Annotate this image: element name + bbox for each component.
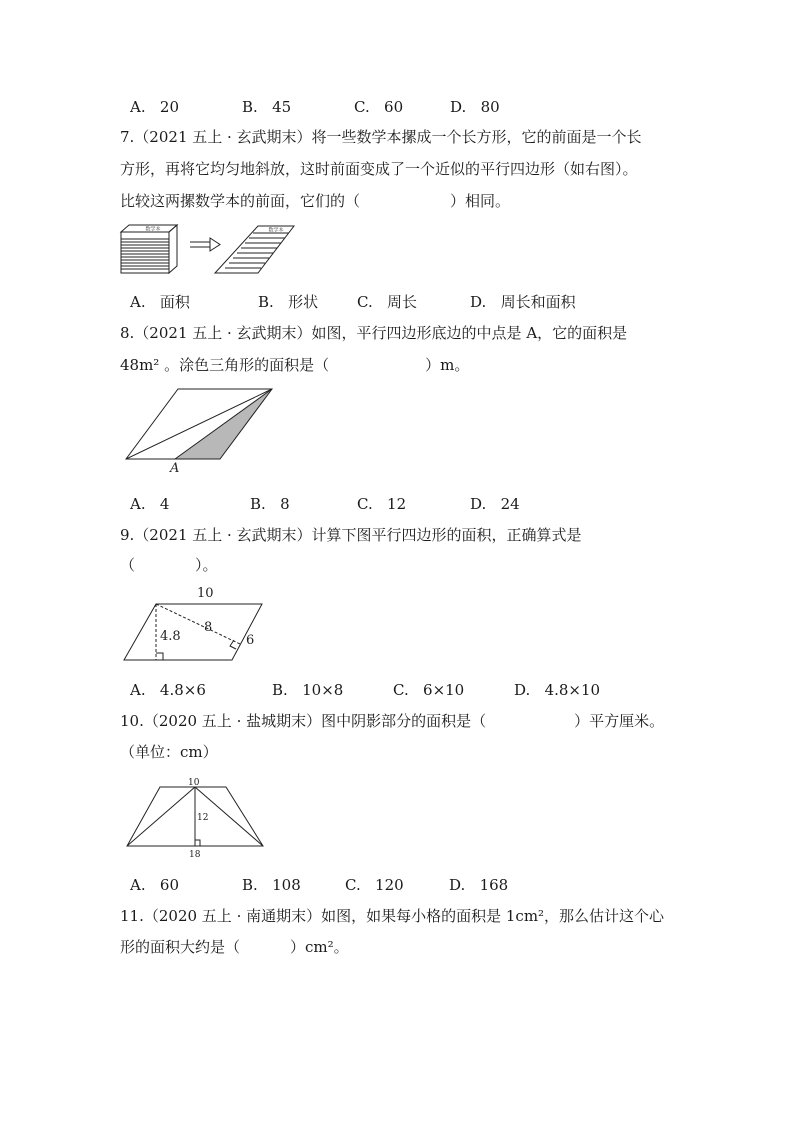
q7-option-d[interactable]: D. 周长和面积 bbox=[470, 293, 576, 311]
q7-book-stack-figure bbox=[118, 222, 298, 276]
arrow-right-icon bbox=[190, 238, 220, 251]
q9-option-d[interactable]: D. 4.8×10 bbox=[514, 681, 601, 699]
q10-option-b[interactable]: B. 108 bbox=[242, 876, 301, 894]
q9-parallelogram-figure bbox=[122, 582, 264, 664]
q10-text-line2: （单位：cm） bbox=[120, 743, 218, 761]
q8-option-a[interactable]: A. 4 bbox=[130, 495, 170, 513]
q8-text-line2: 48m² 。涂色三角形的面积是（ ）m。 bbox=[120, 356, 470, 374]
q10-trapezoid-figure bbox=[124, 776, 266, 862]
q9-top-label: 10 bbox=[197, 586, 214, 601]
q7-text-line1: 7.（2021 五上 · 玄武期末）将一些数学本摞成一个长方形，它的前面是一个长 bbox=[120, 128, 642, 146]
q10-option-a[interactable]: A. 60 bbox=[130, 876, 180, 894]
q8-point-a-label: A bbox=[170, 461, 180, 476]
q10-height-label: 12 bbox=[197, 813, 209, 823]
q10-option-d[interactable]: D. 168 bbox=[449, 876, 509, 894]
q7-option-b[interactable]: B. 形状 bbox=[258, 293, 319, 311]
q11-text-line2: 形的面积大约是（ ）cm²。 bbox=[120, 938, 349, 956]
q6-option-d[interactable]: D. 80 bbox=[450, 98, 500, 116]
q9-option-a[interactable]: A. 4.8×6 bbox=[130, 681, 206, 699]
q9-height-label: 4.8 bbox=[160, 629, 181, 644]
q6-option-b[interactable]: B. 45 bbox=[242, 98, 292, 116]
q7-option-a[interactable]: A. 面积 bbox=[130, 293, 190, 311]
q7-book-label-right: 数学本 bbox=[268, 227, 284, 234]
q7-book-label-left: 数学本 bbox=[145, 226, 161, 233]
q10-bottom-label: 18 bbox=[189, 850, 201, 860]
q9-side-label: 6 bbox=[246, 633, 255, 648]
q8-option-d[interactable]: D. 24 bbox=[470, 495, 520, 513]
q9-diagonal-label: 8 bbox=[204, 620, 213, 635]
q6-option-c[interactable]: C. 60 bbox=[354, 98, 404, 116]
q8-option-c[interactable]: C. 12 bbox=[357, 495, 407, 513]
q8-option-b[interactable]: B. 8 bbox=[250, 495, 290, 513]
q7-option-c[interactable]: C. 周长 bbox=[357, 293, 418, 311]
q7-text-line3: 比较这两摞数学本的前面，它们的（ ）相同。 bbox=[120, 192, 511, 210]
q10-option-c[interactable]: C. 120 bbox=[345, 876, 404, 894]
q8-text-line1: 8.（2021 五上 · 玄武期末）如图，平行四边形底边的中点是 A，它的面积是 bbox=[120, 324, 628, 342]
q10-text-line1: 10.（2020 五上 · 盐城期末）图中阴影部分的面积是（ ）平方厘米。 bbox=[120, 712, 665, 730]
q10-top-label: 10 bbox=[188, 778, 200, 788]
q9-option-c[interactable]: C. 6×10 bbox=[393, 681, 465, 699]
q8-parallelogram-figure bbox=[124, 387, 276, 475]
q6-option-a[interactable]: A. 20 bbox=[130, 98, 180, 116]
q9-text-line1: 9.（2021 五上 · 玄武期末）计算下图平行四边形的面积，正确算式是 bbox=[120, 526, 582, 544]
q7-text-line2: 方形，再将它均匀地斜放，这时前面变成了一个近似的平行四边形（如右图）。 bbox=[120, 160, 638, 178]
q9-text-line2: （ ）。 bbox=[120, 556, 218, 574]
q9-option-b[interactable]: B. 10×8 bbox=[272, 681, 344, 699]
q11-text-line1: 11.（2020 五上 · 南通期末）如图，如果每小格的面积是 1cm²，那么估计这个心 bbox=[120, 907, 665, 925]
